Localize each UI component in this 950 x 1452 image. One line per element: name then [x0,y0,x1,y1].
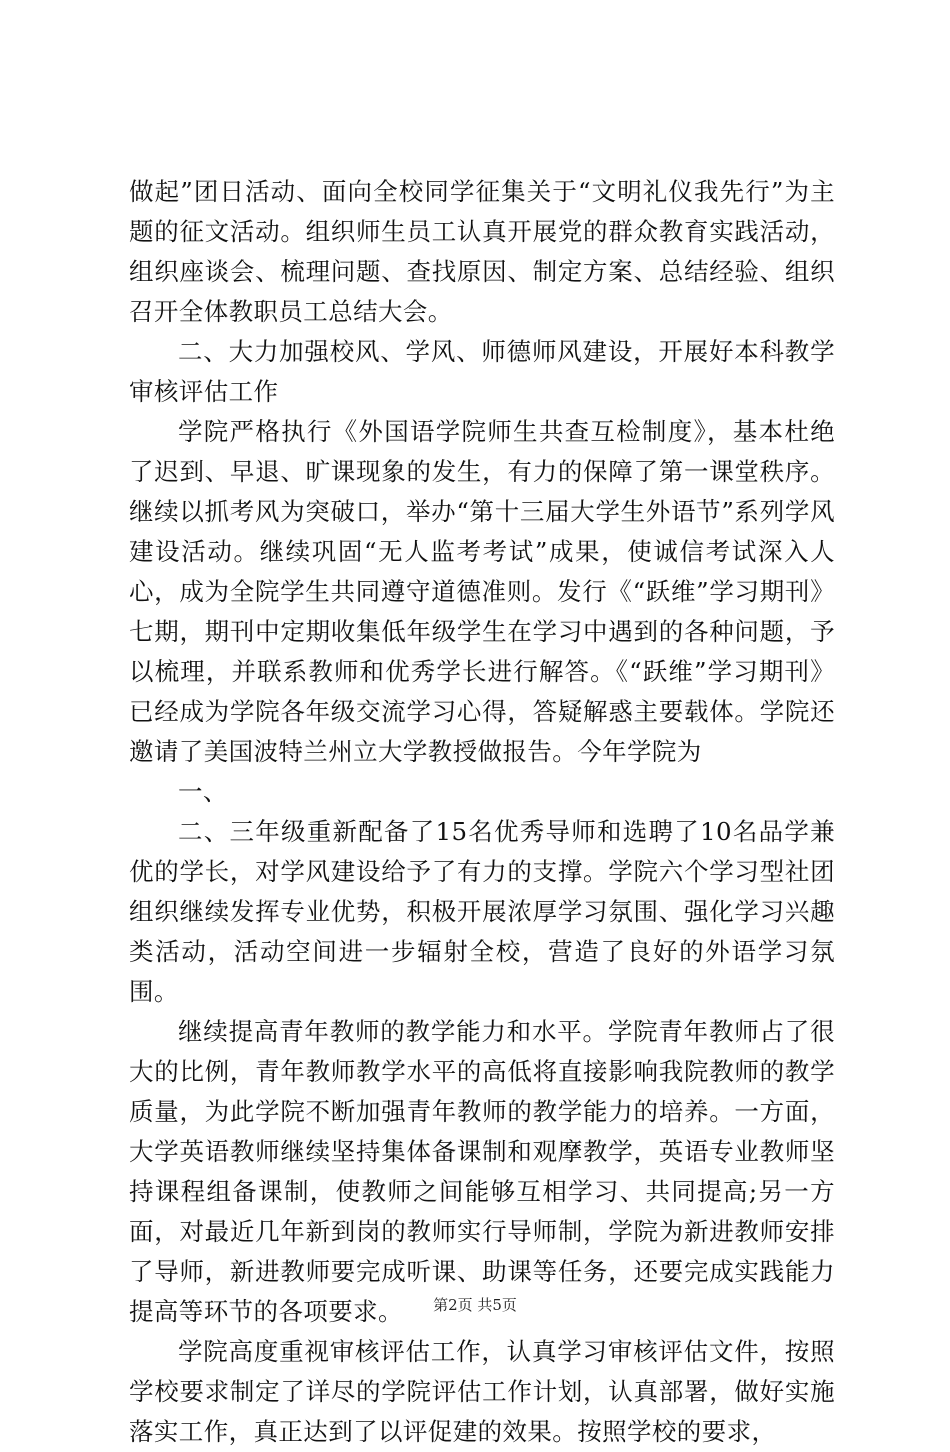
section-heading-2: 二、大力加强校风、学风、师德师风建设，开展好本科教学审核评估工作 [129,337,835,406]
paragraph-6: 继续提高青年教师的教学能力和水平。学院青年教师占了很大的比例，青年教师教学水平的高低将直接影响我院教师的教学质量，为此学院不断加强青年教师的教学能力的培养。一方面，大学英语教师继续坚持集体备课制和观摩教学，英语专业教师坚持课程组备课制，使教师之间能够互相学习、共同提高;另一方面，对最近几年新到岗的教师实行导师制，学院为新进教师安排了导师，新进教师要完成听课、助课等任务，还要完成实践能力提高等环节的各项要求。 [129,1017,835,1326]
paragraph-7: 学院高度重视审核评估工作，认真学习审核评估文件，按照学校要求制定了详尽的学院评估工作计划，认真部署，做好实施落实工作，真正达到了以评促建的效果。按照学校的要求， [129,1337,835,1446]
paragraph-5: 二、三年级重新配备了15名优秀导师和选聘了10名品学兼优的学长，对学风建设给予了有力的支撑。学院六个学习型社团组织继续发挥专业优势，积极开展浓厚学习氛围、强化学习兴趣类活动，活动空间进一步辐射全校，营造了良好的外语学习氛围。 [129,817,835,1006]
page-number: 第2页 共5页 [433,1296,517,1314]
paragraph-1: 做起”团日活动、面向全校同学征集关于“文明礼仪我先行”为主题的征文活动。组织师生员工认真开展党的群众教育实践活动，组织座谈会、梳理问题、查找原因、制定方案、总结经验、组织召开全体教职员工总结大会。 [129,177,835,326]
body-text [129,172,835,1452]
paragraph-3: 学院严格执行《外国语学院师生共查互检制度》，基本杜绝了迟到、早退、旷课现象的发生，有力的保障了第一课堂秩序。继续以抓考风为突破口，举办“第十三届大学生外语节”系列学风建设活动。继续巩固“无人监考考试”成果，使诚信考试深入人心，成为全院学生共同遵守道德准则。发行《“跃维”学习期刊》七期，期刊中定期收集低年级学生在学习中遇到的各种问题，予以梳理，并联系教师和优秀学长进行解答。《“跃维”学习期刊》已经成为学院各年级交流学习心得，答疑解惑主要载体。学院还邀请了美国波特兰州立大学教授做报告。今年学院为 [129,417,835,766]
paragraph-4: 一、 [178,777,228,806]
